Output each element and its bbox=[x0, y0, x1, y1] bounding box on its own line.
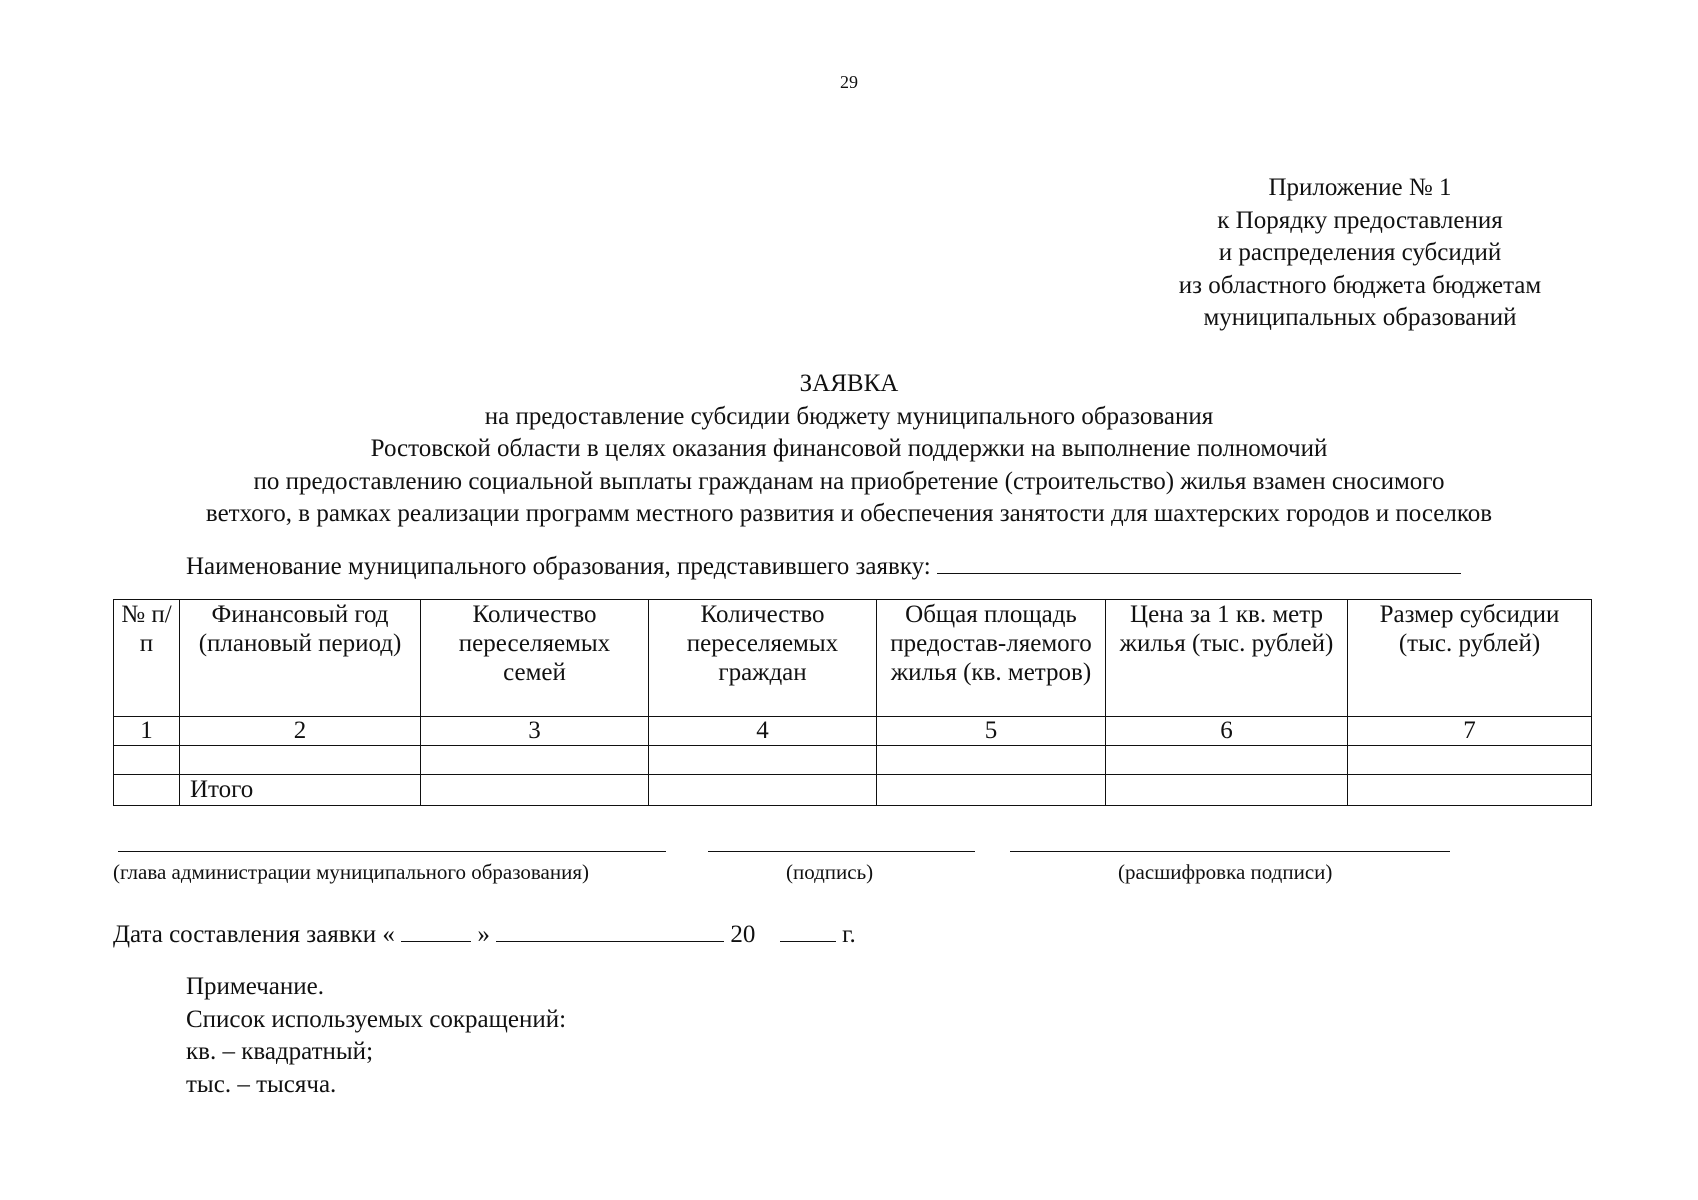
date-label: Дата составления заявки « bbox=[113, 921, 395, 948]
header-cell: № п/п bbox=[114, 600, 180, 717]
table-header-row bbox=[114, 600, 1592, 717]
table-cell[interactable] bbox=[877, 746, 1106, 775]
head-signature-line[interactable] bbox=[118, 851, 666, 852]
header-cell: Общая площадь предостав-ляемого жилья (кв. метров) bbox=[877, 600, 1106, 717]
column-number: 4 bbox=[649, 717, 877, 746]
header-cell: Количество переселяемых семей bbox=[421, 600, 649, 717]
column-number: 3 bbox=[421, 717, 649, 746]
table-cell[interactable] bbox=[877, 775, 1106, 806]
notes-line: Примечание. bbox=[186, 973, 325, 1000]
title-heading: ЗАЯВКА bbox=[799, 370, 899, 397]
appendix-line: к Порядку предоставления bbox=[1217, 206, 1503, 234]
month-blank[interactable] bbox=[496, 921, 724, 942]
notes-line: Список используемых сокращений: bbox=[186, 1005, 567, 1033]
appendix-reference bbox=[1090, 172, 1630, 335]
title-line: Ростовской области в целях оказания финансовой поддержки на выполнение полномочий bbox=[370, 435, 1328, 462]
municipality-blank[interactable] bbox=[937, 551, 1461, 574]
decoding-signature-line[interactable] bbox=[1010, 851, 1450, 852]
document-title bbox=[100, 368, 1598, 531]
column-number: 5 bbox=[877, 717, 1106, 746]
table-cell[interactable] bbox=[180, 746, 421, 775]
title-line: ветхого, в рамках реализации программ местного развития и обеспечения занятости для шахтерских городов и поселков bbox=[205, 500, 1493, 527]
signature-line[interactable] bbox=[708, 851, 975, 852]
table-cell[interactable] bbox=[421, 775, 649, 806]
table-cell[interactable] bbox=[421, 746, 649, 775]
year-suffix: г. bbox=[842, 921, 856, 948]
table-cell[interactable] bbox=[1106, 775, 1348, 806]
header-cell: Количество переселяемых граждан bbox=[649, 600, 877, 717]
total-row bbox=[114, 775, 1592, 806]
column-number: 2 bbox=[180, 717, 421, 746]
table-cell[interactable] bbox=[649, 746, 877, 775]
column-number: 1 bbox=[114, 717, 180, 746]
day-blank[interactable] bbox=[401, 921, 471, 942]
decoding-caption: (расшифровка подписи) bbox=[1118, 860, 1333, 884]
notes-line: кв. – квадратный; bbox=[186, 1038, 374, 1065]
appendix-line: Приложение № 1 bbox=[1268, 174, 1452, 201]
header-cell: Цена за 1 кв. метр жилья (тыс. рублей) bbox=[1106, 600, 1348, 717]
table-cell[interactable] bbox=[1106, 746, 1348, 775]
appendix-line: муниципальных образований bbox=[1203, 304, 1517, 331]
subsidy-table bbox=[113, 599, 1592, 806]
date-close-quote: » bbox=[477, 921, 490, 948]
column-number-row bbox=[114, 717, 1592, 746]
notes-line: тыс. – тысяча. bbox=[186, 1070, 337, 1098]
appendix-line: из областного бюджета бюджетам bbox=[1178, 271, 1542, 299]
year-blank[interactable] bbox=[780, 921, 836, 942]
municipality-field bbox=[186, 551, 1461, 581]
header-cell: Размер субсидии (тыс. рублей) bbox=[1348, 600, 1592, 717]
table-row bbox=[114, 746, 1592, 775]
municipality-label: Наименование муниципального образования, представившего заявку: bbox=[186, 553, 931, 580]
head-caption: (глава администрации муниципального образования) bbox=[113, 860, 589, 884]
year-prefix: 20 bbox=[730, 921, 756, 948]
total-label: Итого bbox=[180, 775, 421, 806]
title-line: на предоставление субсидии бюджету муниципального образования bbox=[484, 402, 1214, 430]
title-line: по предоставлению социальной выплаты гражданам на приобретение (строительство) жилья взамен сносимого bbox=[253, 467, 1445, 495]
column-number: 7 bbox=[1348, 717, 1592, 746]
header-cell: Финансовый год (плановый период) bbox=[180, 600, 421, 717]
date-row bbox=[113, 921, 856, 949]
table-cell[interactable] bbox=[114, 746, 180, 775]
page-number: 29 bbox=[840, 72, 858, 92]
column-number: 6 bbox=[1106, 717, 1348, 746]
signature-caption: (подпись) bbox=[786, 860, 874, 884]
appendix-line: и распределения субсидий bbox=[1218, 239, 1502, 266]
table-cell[interactable] bbox=[1348, 746, 1592, 775]
notes-block bbox=[186, 971, 566, 1101]
table-cell[interactable] bbox=[1348, 775, 1592, 806]
table-cell bbox=[114, 775, 180, 806]
table-cell[interactable] bbox=[649, 775, 877, 806]
